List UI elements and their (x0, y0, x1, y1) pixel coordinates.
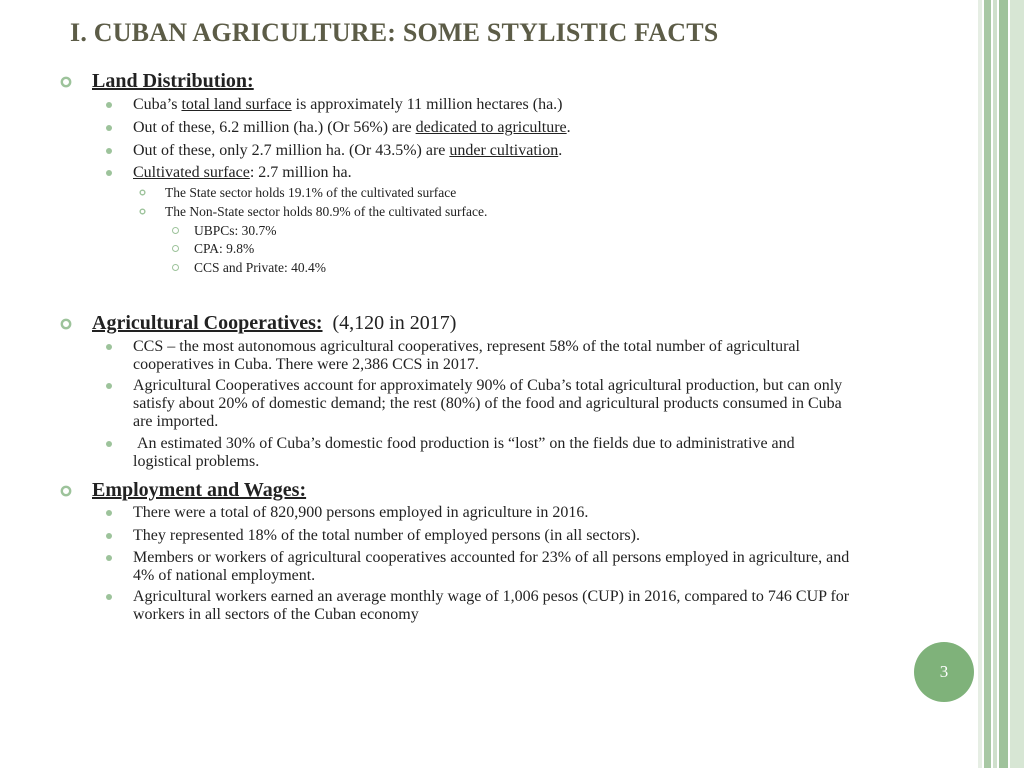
land-bullet-1: Cuba’s total land surface is approximately 11 million hectares (ha.) (133, 96, 563, 113)
coops-bullet-3: An estimated 30% of Cuba’s domestic food production is “lost” on the fields due to administrative and logistical problems. (133, 435, 799, 470)
bullet-icon (106, 510, 112, 516)
stripe (993, 0, 997, 768)
employment-bullet-3: Members or workers of agricultural cooperatives accounted for 23% of all persons employed in agriculture, and 4% of national employment. (133, 549, 850, 584)
employment-bullet-1: There were a total of 820,900 persons employed in agriculture in 2016. (133, 504, 589, 521)
employment-bullet-4: Agricultural workers earned an average monthly wage of 1,006 pesos (CUP) in 2016, compared to 746 CUP for workers in all sectors of the Cuban economy (133, 588, 850, 623)
stripe (978, 0, 982, 768)
bullet-icon (106, 125, 112, 131)
coops-bullet-2: Agricultural Cooperatives account for approximately 90% of Cuba’s total agricultural production, but can only satisfy about 20% of domestic demand; the rest (80%) of the food and agricultural products consumed in Cuba are imported. (133, 377, 843, 430)
coops-bullet-1: CCS – the most autonomous agricultural cooperatives, represent 58% of the total number of agricultural cooperatives in Cuba. There were 2,386 CCS in 2017. (133, 338, 800, 373)
coops-heading-note: (4,120 in 2017) (332, 312, 457, 334)
stripe (999, 0, 1008, 768)
stripe (984, 0, 991, 768)
bullet-icon (106, 148, 112, 154)
ring-bullet-icon (60, 485, 72, 497)
slide-title: I. CUBAN AGRICULTURE: SOME STYLISTIC FACTS (70, 18, 719, 47)
bullet-icon (106, 344, 112, 350)
employment-bullet-2: They represented 18% of the total number of employed persons (in all sectors). (133, 527, 640, 544)
circle-bullet-icon (172, 264, 179, 271)
employment-heading-text: Employment and Wages: (92, 479, 307, 501)
page-number: 3 (939, 662, 949, 681)
ring-bullet-icon (139, 208, 146, 215)
bullet-icon (106, 594, 112, 600)
bullet-icon (106, 441, 112, 447)
stripe (1010, 0, 1024, 768)
land-heading (92, 70, 254, 93)
coops-heading-text: Agricultural Cooperatives: (92, 312, 323, 334)
employment-heading (92, 479, 306, 502)
land-sub-2: The Non-State sector holds 80.9% of the cultivated surface. (165, 204, 488, 219)
bullet-icon (106, 555, 112, 561)
ring-bullet-icon (60, 318, 72, 330)
decorative-stripes (978, 0, 1024, 768)
land-heading-text: Land Distribution: (92, 70, 254, 92)
land-sub-1: The State sector holds 19.1% of the cultivated surface (165, 185, 457, 200)
land-bullet-2: Out of these, 6.2 million (ha.) (Or 56%) are dedicated to agriculture. (133, 119, 571, 136)
page-number-badge (914, 642, 974, 702)
land-subsub-3: CCS and Private: 40.4% (194, 260, 326, 275)
land-bullet-4: Cultivated surface: 2.7 million ha. (133, 164, 352, 181)
bullet-icon (106, 102, 112, 108)
land-subsub-2: CPA: 9.8% (194, 241, 255, 256)
ring-bullet-icon (60, 76, 72, 88)
coops-heading (92, 312, 456, 335)
land-bullet-3: Out of these, only 2.7 million ha. (Or 43.5%) are under cultivation. (133, 142, 563, 159)
circle-bullet-icon (172, 245, 179, 252)
bullet-icon (106, 170, 112, 176)
ring-bullet-icon (139, 189, 146, 196)
circle-bullet-icon (172, 227, 179, 234)
bullet-icon (106, 383, 112, 389)
bullet-icon (106, 533, 112, 539)
land-subsub-1: UBPCs: 30.7% (194, 223, 277, 238)
